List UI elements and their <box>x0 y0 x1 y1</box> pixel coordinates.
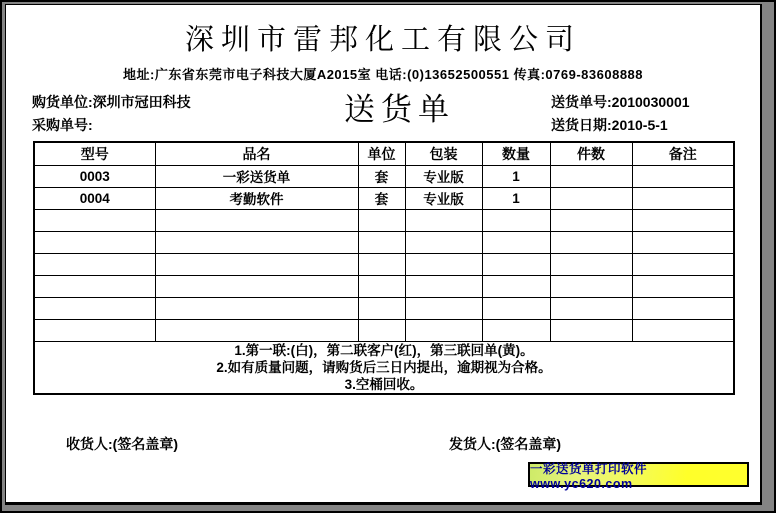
note-line-1: 1.第一联:(白)，第二联客户(红)，第三联回单(黄)。 <box>234 342 534 358</box>
receiver-signature-label: 收货人:(签名盖章) <box>66 436 178 452</box>
doc-title: 送货单 <box>344 92 455 127</box>
cell-product: 考勤软件 <box>155 187 358 209</box>
purchase-order-no: 采购单号: <box>32 117 93 133</box>
company-title: 深圳市雷邦化工有限公司 <box>184 24 581 56</box>
delivery-note-page <box>5 4 762 505</box>
cell-unit: 套 <box>358 165 405 187</box>
delivery-date: 送货日期:2010-5-1 <box>551 117 668 133</box>
cell-model: 0004 <box>34 187 155 209</box>
software-badge-text: 一彩送货单打印软件 www.yc620.com <box>530 461 648 491</box>
cell-remark <box>632 165 734 187</box>
cell-package: 专业版 <box>405 165 482 187</box>
table-header-row <box>34 142 734 165</box>
note-line-3: 3.空桶回收。 <box>344 376 424 392</box>
column-header-qty: 数量 <box>482 142 550 165</box>
table-row-empty <box>34 275 734 297</box>
preview-matte <box>2 2 774 511</box>
table-row-empty <box>34 253 734 275</box>
software-watermark-badge <box>528 461 749 491</box>
cell-qty: 1 <box>482 165 550 187</box>
column-header-package: 包装 <box>405 142 482 165</box>
company-address-line: 地址:广东省东莞市电子科技大厦A2015室 电话:(0)13652500551 传真:0769-83608888 <box>122 67 644 82</box>
cell-pieces <box>550 165 632 187</box>
cell-product: 一彩送货单 <box>155 165 358 187</box>
table-row-empty <box>34 319 734 341</box>
table-row <box>34 187 734 209</box>
column-header-remark: 备注 <box>632 142 734 165</box>
column-header-product: 品名 <box>155 142 358 165</box>
cell-unit: 套 <box>358 187 405 209</box>
cell-qty: 1 <box>482 187 550 209</box>
cell-package: 专业版 <box>405 187 482 209</box>
delivery-note-no: 送货单号:2010030001 <box>551 94 690 110</box>
column-header-unit: 单位 <box>358 142 405 165</box>
table-row-empty <box>34 231 734 253</box>
sender-signature-label: 发货人:(签名盖章) <box>449 436 561 452</box>
column-header-pieces: 件数 <box>550 142 632 165</box>
table-row-empty <box>34 297 734 319</box>
note-line-2: 2.如有质量问题，请购货后三日内提出，逾期视为合格。 <box>216 359 552 375</box>
buyer-unit: 购货单位:深圳市冠田科技 <box>32 94 191 110</box>
cell-model: 0003 <box>34 165 155 187</box>
table-row-empty <box>34 209 734 231</box>
notes-row <box>34 341 734 394</box>
column-header-model: 型号 <box>34 142 155 165</box>
cell-pieces <box>550 187 632 209</box>
notes-cell <box>34 341 734 394</box>
items-table <box>33 141 735 395</box>
cell-remark <box>632 187 734 209</box>
table-row <box>34 165 734 187</box>
